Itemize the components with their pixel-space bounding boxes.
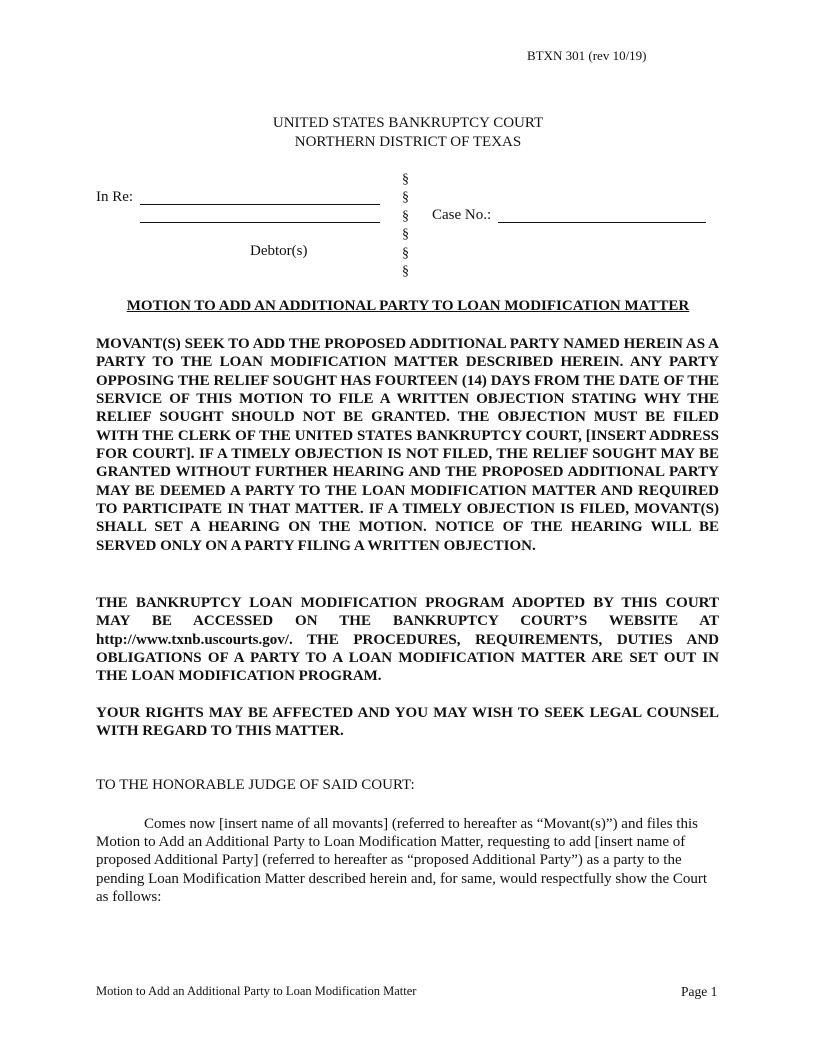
- body-paragraph-text: Comes now [insert name of all movants] (referred to hereafter as “Movant(s)”) and files this Motion to Add an Additional Party to Loan Modification Matter, requesting to add [insert name of proposed Additional Party] (referred to hereafter as “proposed Additional Party”) as a party to the pending Loan Modification Matter described herein and, for same, would respectfully show the Court as follows:: [96, 816, 708, 905]
- footer-document-title: Motion to Add an Additional Party to Loan Modification Matter: [96, 984, 417, 998]
- notice-paragraph-3: YOUR RIGHTS MAY BE AFFECTED AND YOU MAY WISH TO SEEK LEGAL COUNSEL WITH REGARD TO THIS MATTER.: [96, 705, 719, 740]
- case-no-line: [498, 222, 706, 223]
- section-mark: §: [402, 172, 409, 187]
- section-mark: §: [402, 245, 409, 261]
- body-paragraph: [96, 815, 719, 906]
- section-mark: §: [402, 208, 409, 224]
- debtor-name-line-2: [140, 222, 380, 223]
- notice-paragraph-1: MOVANT(S) SEEK TO ADD THE PROPOSED ADDITIONAL PARTY NAMED HEREIN AS A PARTY TO THE LOAN MODIFICATION MATTER DESCRIBED HEREIN. ANY PARTY OPPOSING THE RELIEF SOUGHT HAS FOURTEEN (14) DAYS FROM THE DATE OF THE SERVICE OF THIS MOTION TO FILE A WRITTEN OBJECTION STATING WHY THE RELIEF SOUGHT SHOULD NOT BE GRANTED. THE OBJECTION MUST BE FILED WITH THE CLERK OF THE UNITED STATES BANKRUPTCY COURT, [INSERT ADDRESS FOR COURT]. IF A TIMELY OBJECTION IS NOT FILED, THE RELIEF SOUGHT MAY BE GRANTED WITHOUT FURTHER HEARING AND THE PROPOSED ADDITIONAL PARTY MAY BE DEEMED A PARTY TO THE LOAN MODIFICATION MATTER AND REQUIRED TO PARTICIPATE IN THAT MATTER. IF A TIMELY OBJECTION IS FILED, MOVANT(S) SHALL SET A HEARING ON THE MOTION. NOTICE OF THE HEARING WILL BE SERVED ONLY ON A PARTY FILING A WRITTEN OBJECTION.: [96, 336, 719, 554]
- case-no-label: Case No.:: [432, 207, 492, 223]
- section-mark: §: [402, 190, 409, 206]
- notice-paragraph-2: THE BANKRUPTCY LOAN MODIFICATION PROGRAM ADOPTED BY THIS COURT MAY BE ACCESSED ON THE BANKRUPTCY COURT’S WEBSITE AT http://www.txnb.uscourts.gov/. THE PROCEDURES, REQUIREMENTS, DUTIES AND OBLIGATIONS OF A PARTY TO A LOAN MODIFICATION MATTER ARE SET OUT IN THE LOAN MODIFICATION PROGRAM.: [96, 595, 719, 685]
- salutation: TO THE HONORABLE JUDGE OF SAID COURT:: [96, 777, 415, 793]
- section-mark: §: [402, 264, 409, 280]
- motion-title-text: MOTION TO ADD AN ADDITIONAL PARTY TO LOAN MODIFICATION MATTER: [126, 298, 690, 314]
- form-id: BTXN 301 (rev 10/19): [527, 48, 647, 63]
- in-re-label: In Re:: [96, 189, 134, 205]
- debtor-name-line-1: [140, 204, 380, 205]
- court-district: NORTHERN DISTRICT OF TEXAS: [294, 134, 522, 150]
- section-mark: §: [402, 227, 409, 243]
- court-name: UNITED STATES BANKRUPTCY COURT: [272, 115, 544, 131]
- debtor-label: Debtor(s): [250, 243, 308, 259]
- motion-title: [0, 298, 816, 315]
- section-marks: [402, 171, 409, 281]
- footer-page-number: Page 1: [681, 984, 718, 999]
